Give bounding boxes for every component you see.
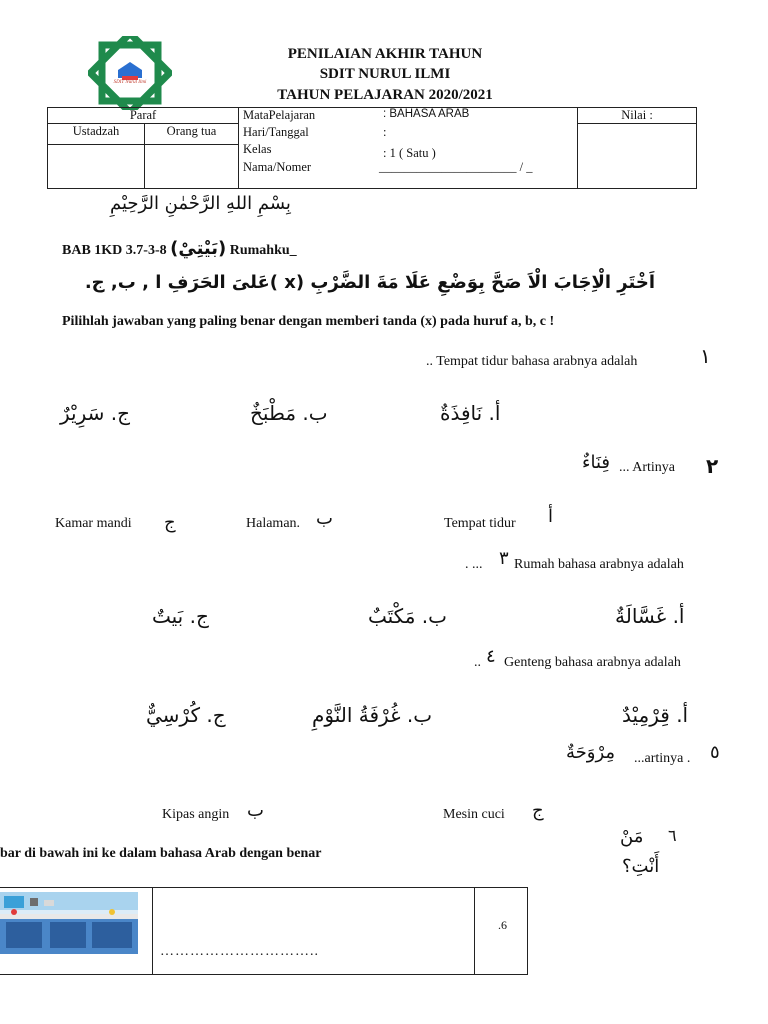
kitchen-image (0, 892, 138, 954)
question-5-option-c[interactable]: Mesin cuci (443, 807, 505, 822)
orang-tua-sign-box[interactable] (145, 145, 239, 189)
question-2-text: ... Artinya (619, 460, 675, 475)
question-4-option-c[interactable]: ج. كُرْسِيٌّ (146, 703, 226, 727)
question-5-text: ...artinya . (634, 751, 691, 766)
kelas-label: Kelas (243, 142, 272, 156)
kelas-value: : 1 ( Satu ) (383, 146, 436, 160)
answer-table-divider-1 (152, 888, 153, 974)
answer-table (0, 887, 528, 975)
basmalah: بِسْمِ اللهِ الرَّحْمٰنِ الرَّحِيْمِ (110, 193, 291, 214)
question-1-option-a[interactable]: أ. نَافِذَةٌ (440, 401, 501, 425)
chapter-prefix: BAB 1KD 3.7-3-8 (62, 243, 167, 258)
chapter-arabic: (بَيْتِيْ) (170, 238, 227, 259)
question-3-option-a[interactable]: أ. غَسَّالَةٌ (615, 604, 685, 628)
question-5-number: ٥ (710, 742, 720, 763)
answer-dots[interactable]: ………………………….. (160, 944, 319, 959)
question-1-option-b[interactable]: ب. مَطْبَخٌ (250, 401, 328, 425)
ustadzah-label: Ustadzah (48, 124, 145, 145)
question-3-prefix: . ... (465, 557, 483, 572)
question-3-option-b[interactable]: ب. مَكْتَبٌ (368, 604, 447, 628)
instruction-arabic: اَخْتَرِ الْاِجَابَ الْاَ صَحَّ بِوَضْعِ عَلَا مَةَ الضَّرْبِ (x )عَلىَ الحَرَفِ ا , ب, ج. (84, 272, 655, 293)
nilai-box[interactable] (578, 124, 697, 189)
answer-number: .6 (498, 918, 507, 932)
orang-tua-label: Orang tua (145, 124, 239, 145)
header-title-3: TAHUN PELAJARAN 2020/2021 (277, 87, 493, 103)
question-1-number: ١ (700, 344, 711, 368)
question-2-arabic: فِنَاءٌ (582, 452, 610, 473)
question-3-number: ٣ (499, 548, 509, 569)
question-4-text: Genteng bahasa arabnya adalah (504, 655, 681, 670)
mapel-value: : BAHASA ARAB (383, 108, 470, 120)
hari-label: Hari/Tanggal (243, 125, 309, 139)
question-1-option-c[interactable]: ج. سَرِيْرٌ (60, 401, 131, 425)
question-1-text: .. Tempat tidur bahasa arabnya adalah (426, 354, 638, 369)
nama-label: Nama/Nomer (243, 160, 312, 174)
question-2-option-c-letter[interactable]: ج (164, 512, 176, 533)
hari-value[interactable]: : (383, 125, 387, 139)
question-6-number: ٦ (668, 826, 677, 845)
school-logo (88, 36, 172, 110)
question-2-option-b-letter[interactable]: ب (316, 508, 333, 529)
mapel-label: MataPelajaran (243, 108, 316, 122)
question-5-arabic: مِرْوَحَةٌ (566, 742, 616, 763)
chapter-line (62, 238, 297, 259)
nilai-label: Nilai : (578, 108, 697, 124)
kitchen-picture (0, 892, 138, 954)
instruction-indonesian: Pilihlah jawaban yang paling benar dengan memberi tanda (x) pada huruf a, b, c ! (62, 314, 555, 329)
question-4-option-b[interactable]: ب. غُرْفَةُ النَّوْمِ (312, 703, 433, 727)
header-title-2: SDIT NURUL ILMI (319, 66, 451, 82)
logo-emblem-icon (88, 36, 172, 110)
question-6-text: مَنْ (620, 826, 644, 847)
info-table (47, 107, 697, 189)
nama-value[interactable]: ______________________ / _ (379, 160, 533, 174)
answer-table-divider-2 (474, 888, 475, 974)
question-2-number: ٢ (706, 454, 719, 478)
question-3-text: Rumah bahasa arabnya adalah (514, 557, 684, 572)
question-2-option-c[interactable]: Kamar mandi (55, 516, 132, 531)
question-4-prefix: .. (474, 655, 481, 670)
question-5-option-c-letter[interactable]: ج (532, 800, 544, 821)
question-2-option-a[interactable]: Tempat tidur (444, 516, 516, 531)
question-3-option-c[interactable]: ج. بَيتٌ (152, 604, 209, 628)
paraf-label: Paraf (48, 108, 239, 124)
question-4-option-a[interactable]: أ. قِرْمِيْدٌ (622, 703, 689, 727)
question-6-text-line2: أَنْتِ؟ (622, 856, 660, 877)
question-5-option-b[interactable]: Kipas angin (162, 807, 230, 822)
chapter-suffix: Rumahku_ (229, 243, 297, 258)
section2-instruction: bar di bawah ini ke dalam bahasa Arab dengan benar (0, 846, 322, 861)
question-4-number: ٤ (486, 646, 496, 667)
header-title-1: PENILAIAN AKHIR TAHUN (287, 46, 483, 62)
question-5-option-b-letter[interactable]: ب (247, 800, 264, 821)
question-2-option-b[interactable]: Halaman. (246, 516, 301, 531)
subject-info-cell (239, 108, 578, 189)
question-2-option-a-letter[interactable]: أ (548, 506, 554, 527)
ustadzah-sign-box[interactable] (48, 145, 145, 189)
logo-text: SDIT Nurul Ilmi (113, 80, 147, 85)
